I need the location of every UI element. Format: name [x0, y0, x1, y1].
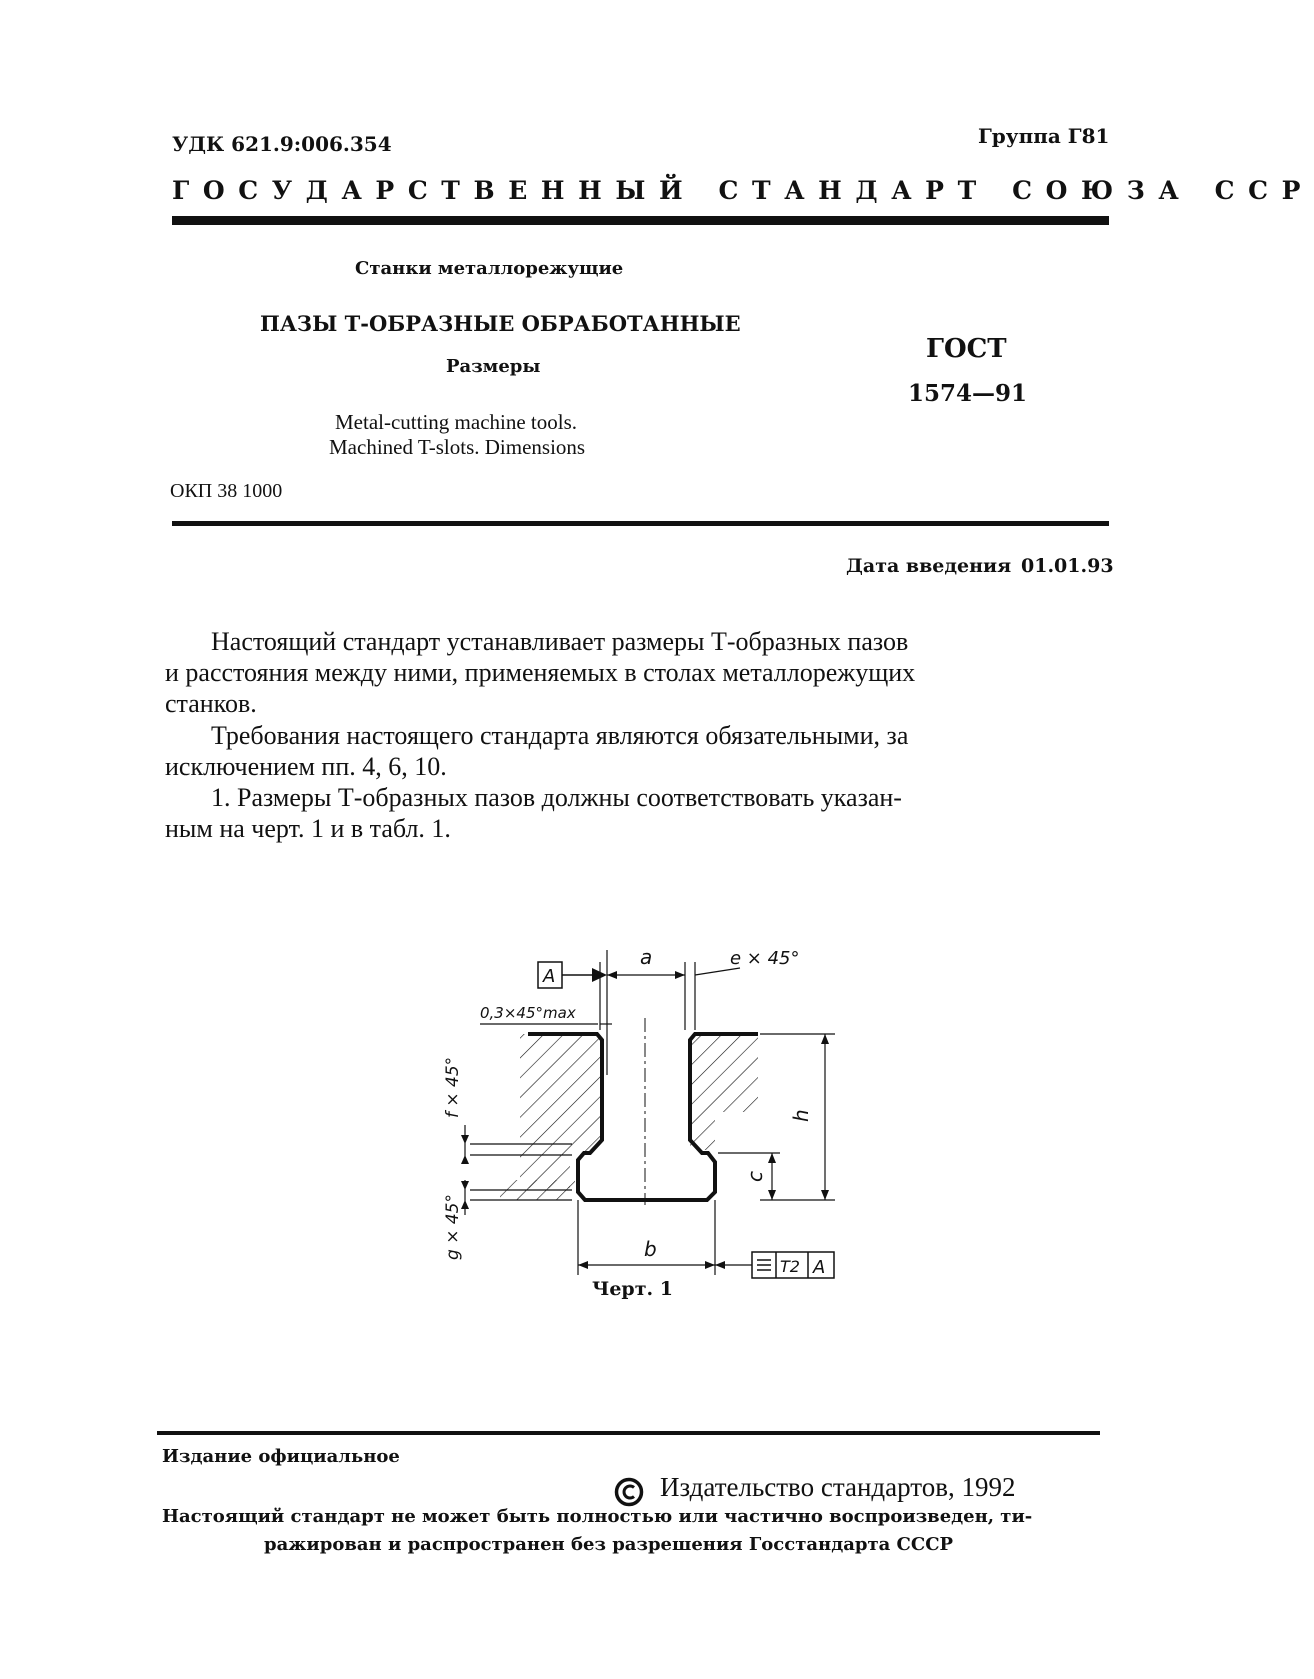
dim-a-label: a	[640, 945, 653, 969]
document-title: ПАЗЫ Т-ОБРАЗНЫЕ ОБРАБОТАННЫЕ	[260, 311, 741, 336]
udk-code: УДК 621.9:006.354	[172, 132, 392, 156]
paragraph-line: и расстояния между ними, применяемых в столах металлорежущих	[165, 658, 916, 687]
okp-code: ОКП 38 1000	[170, 480, 283, 502]
paragraph-line: станков.	[165, 689, 257, 718]
copyright-notice-line-2: ражирован и распространен без разрешения Госстандарта СССР	[264, 1534, 954, 1555]
paragraph-clause-1	[165, 782, 1105, 844]
dim-chamfer-label: 0,3×45°max	[480, 1004, 576, 1022]
group-code: Группа Г81	[978, 124, 1110, 148]
paragraph-requirements	[165, 720, 1105, 782]
left-hatch	[520, 1034, 600, 1188]
document-subtitle: Размеры	[446, 356, 541, 377]
gost-label: ГОСТ	[926, 334, 1007, 364]
dim-f-label: f × 45°	[443, 1056, 463, 1118]
dim-c-label: c	[743, 1171, 767, 1182]
paragraph-line: Требования настоящего стандарта являются обязательными, за	[211, 721, 909, 750]
tolerance-value: T2	[780, 1257, 800, 1276]
t-slot-drawing	[440, 900, 860, 1278]
top-divider	[172, 216, 1109, 225]
dim-h-label: h	[789, 1109, 813, 1122]
state-standard-heading: ГОСУДАРСТВЕННЫЙ СТАНДАРТ СОЮЗА ССР	[172, 176, 1314, 205]
english-title-line-1: Metal-cutting machine tools.	[335, 410, 578, 434]
publisher-line: Издательство стандартов, 1992	[660, 1472, 1016, 1502]
intro-date-label: Дата введения	[846, 555, 1012, 577]
paragraph-line: Настоящий стандарт устанавливает размеры Т-образных пазов	[211, 627, 909, 656]
gost-number: 1574—91	[908, 380, 1028, 407]
dim-b-label: b	[644, 1237, 657, 1261]
paragraph-line: ным на черт. 1 и в табл. 1.	[165, 814, 451, 843]
english-title-line-2: Machined T-slots. Dimensions	[329, 435, 586, 459]
edition-note: Издание официальное	[162, 1446, 400, 1467]
footer-divider	[157, 1431, 1100, 1435]
datum-label: A	[543, 966, 556, 987]
figure-caption: Черт. 1	[592, 1278, 673, 1300]
dim-e-label: e × 45°	[730, 948, 800, 969]
copyright-icon	[614, 1477, 644, 1507]
intro-date-value: 01.01.93	[1021, 555, 1114, 577]
paragraph-scope	[165, 626, 1105, 719]
right-hatch	[690, 1034, 758, 1150]
subject-line: Станки металлорежущие	[355, 258, 624, 279]
paragraph-line: исключением пп. 4, 6, 10.	[165, 752, 447, 781]
title-divider	[172, 521, 1109, 526]
tolerance-datum: A	[813, 1257, 826, 1278]
dim-g-label: g × 45°	[443, 1194, 463, 1260]
copyright-notice-line-1: Настоящий стандарт не может быть полностью или частично воспроизведен, ти-	[162, 1506, 1033, 1527]
paragraph-line: 1. Размеры Т-образных пазов должны соответствовать указан-	[211, 783, 902, 812]
